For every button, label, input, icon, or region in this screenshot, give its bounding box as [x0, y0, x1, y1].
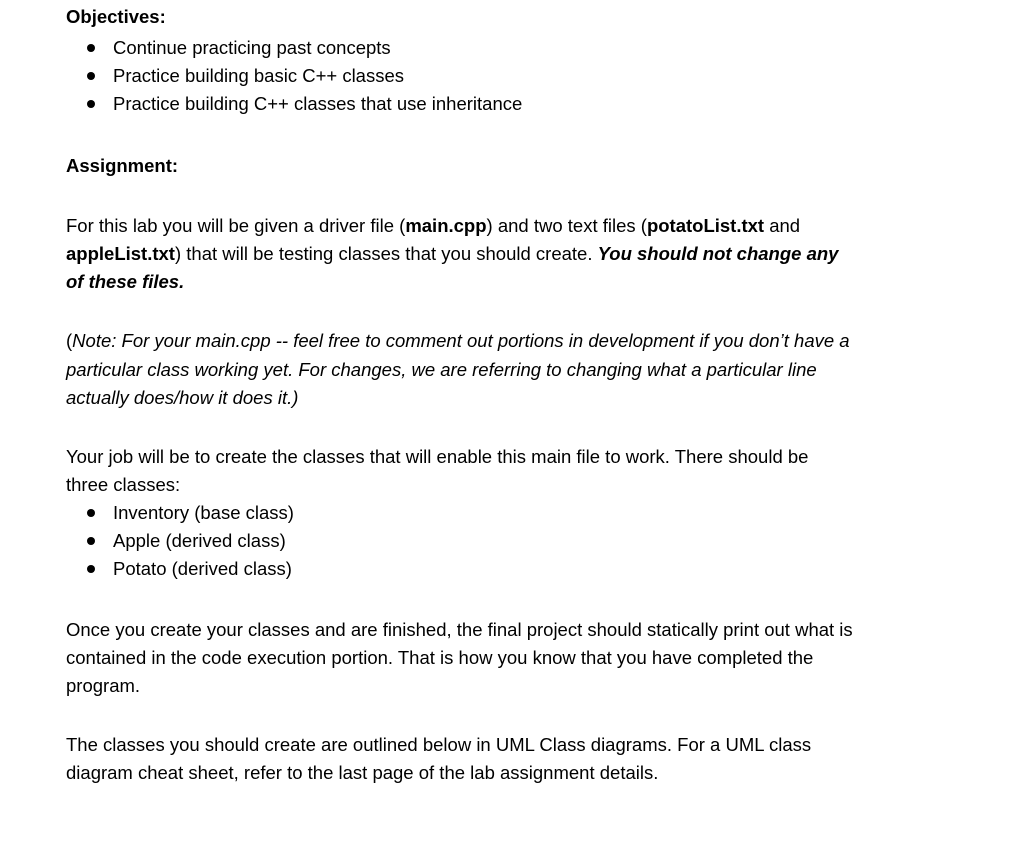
note-line — [66, 387, 298, 409]
paragraph-line: diagram cheat sheet, refer to the last page of the lab assignment details. — [66, 762, 659, 783]
bullet-icon — [87, 565, 95, 573]
paragraph-line: Once you create your classes and are finished, the final project should statically print out what is — [66, 619, 853, 640]
class-item: Potato (derived class) — [113, 558, 292, 579]
bullet-icon — [87, 537, 95, 545]
file-name: appleList.txt — [66, 243, 175, 264]
text: For this lab you will be given a driver file ( — [66, 215, 406, 236]
assignment-heading-text: Assignment: — [66, 155, 179, 176]
bullet-icon — [87, 100, 95, 108]
objective-item: Practice building basic C++ classes — [113, 65, 405, 86]
bullet-icon — [87, 44, 95, 52]
note-text: Note: For your main.cpp -- feel free to comment out portions in development if you don’t have a — [72, 330, 850, 351]
note-text: particular class working yet. For changes, we are referring to changing what a particular line — [66, 359, 817, 380]
objective-item: Practice building C++ classes that use inheritance — [113, 93, 523, 114]
warning-text: of these files. — [66, 271, 185, 292]
file-name: potatoList.txt — [646, 215, 765, 236]
objective-item: Continue practicing past concepts — [113, 37, 391, 58]
paragraph-line — [66, 215, 800, 237]
text: and — [764, 215, 801, 236]
note-line — [66, 359, 817, 381]
paragraph-line — [66, 271, 184, 293]
text: ) that will be testing classes that you should create. — [174, 243, 598, 264]
objectives-heading — [66, 6, 166, 28]
paragraph-line: contained in the code execution portion. That is how you know that you have completed the — [66, 647, 814, 668]
paragraph-line: The classes you should create are outlined below in UML Class diagrams. For a UML class — [66, 734, 812, 755]
bullet-icon — [87, 509, 95, 517]
note-line — [66, 330, 850, 352]
text: ) and two text files ( — [486, 215, 647, 236]
paragraph-line: Your job will be to create the classes that will enable this main file to work. There should be — [66, 446, 809, 467]
file-name: main.cpp — [405, 215, 487, 236]
paragraph-line: three classes: — [66, 474, 181, 495]
class-item: Apple (derived class) — [113, 530, 286, 551]
paragraph-line: program. — [66, 675, 141, 696]
assignment-heading — [66, 155, 178, 177]
text: ( — [66, 330, 73, 351]
objectives-heading-text: Objectives: — [66, 6, 166, 27]
paragraph-line — [66, 243, 838, 265]
warning-text: You should not change any — [597, 243, 839, 264]
bullet-icon — [87, 72, 95, 80]
note-text: actually does/how it does it.) — [66, 387, 299, 408]
class-item: Inventory (base class) — [113, 502, 294, 523]
